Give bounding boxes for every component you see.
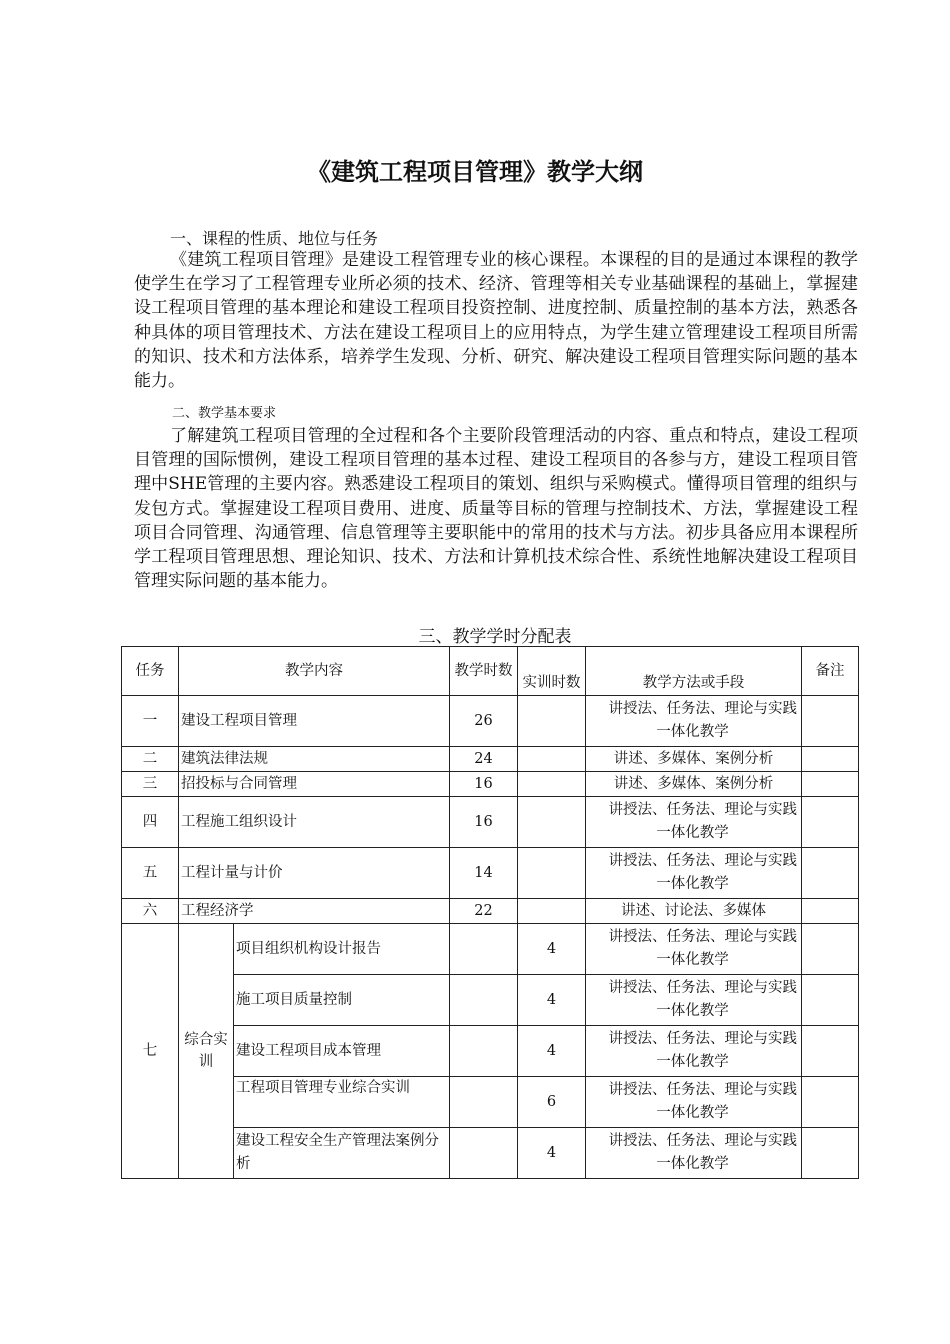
table-row bbox=[122, 924, 859, 975]
cell-remark bbox=[802, 1128, 859, 1179]
cell-hours: 26 bbox=[450, 696, 518, 747]
method-line-1: 讲授法、任务法、理论与实践 bbox=[608, 1133, 797, 1149]
table-header-row bbox=[122, 647, 859, 696]
cell-method bbox=[586, 924, 802, 975]
header-practice-hours: 实训时数 bbox=[518, 647, 586, 696]
cell-method bbox=[586, 848, 802, 899]
cell-method bbox=[586, 696, 802, 747]
cell-method: 讲述、讨论法、多媒体 bbox=[586, 899, 802, 924]
method-line-1: 讲授法、任务法、理论与实践 bbox=[608, 980, 797, 996]
cell-method bbox=[586, 797, 802, 848]
header-method: 教学方法或手段 bbox=[586, 647, 802, 696]
cell-content: 建设工程安全生产管理法案例分析 bbox=[234, 1128, 450, 1179]
cell-hours bbox=[450, 1128, 518, 1179]
cell-remark bbox=[802, 772, 859, 797]
cell-hours bbox=[450, 924, 518, 975]
cell-task: 五 bbox=[122, 848, 179, 899]
cell-task: 四 bbox=[122, 797, 179, 848]
cell-task: 六 bbox=[122, 899, 179, 924]
method-line-1: 讲授法、任务法、理论与实践 bbox=[608, 701, 797, 717]
header-task: 任务 bbox=[122, 647, 179, 696]
cell-practice bbox=[518, 696, 586, 747]
cell-content: 项目组织机构设计报告 bbox=[234, 924, 450, 975]
cell-method: 讲述、多媒体、案例分析 bbox=[586, 772, 802, 797]
table-row bbox=[122, 899, 859, 924]
section-2-heading: 二、教学基本要求 bbox=[172, 406, 277, 421]
method-line-2: 一体化教学 bbox=[656, 1105, 729, 1121]
cell-hours bbox=[450, 975, 518, 1026]
method-line-1: 讲授法、任务法、理论与实践 bbox=[608, 802, 797, 818]
cell-task: 三 bbox=[122, 772, 179, 797]
cell-method: 讲述、多媒体、案例分析 bbox=[586, 747, 802, 772]
cell-practice: 4 bbox=[518, 1026, 586, 1077]
cell-content: 工程项目管理专业综合实训 bbox=[234, 1077, 450, 1128]
cell-hours: 16 bbox=[450, 772, 518, 797]
cell-practice bbox=[518, 797, 586, 848]
page-title: 《建筑工程项目管理》教学大纲 bbox=[307, 158, 643, 186]
cell-practice bbox=[518, 747, 586, 772]
header-remark: 备注 bbox=[802, 647, 859, 696]
method-line-2: 一体化教学 bbox=[656, 952, 729, 968]
table-row bbox=[122, 747, 859, 772]
method-line-1: 讲授法、任务法、理论与实践 bbox=[608, 853, 797, 869]
cell-practice: 4 bbox=[518, 1128, 586, 1179]
method-line-2: 一体化教学 bbox=[656, 1003, 729, 1019]
method-line-2: 一体化教学 bbox=[656, 1054, 729, 1070]
method-line-2: 一体化教学 bbox=[656, 876, 729, 892]
cell-content: 建筑法律法规 bbox=[179, 747, 450, 772]
cell-hours: 22 bbox=[450, 899, 518, 924]
cell-practice: 4 bbox=[518, 975, 586, 1026]
method-line-1: 讲授法、任务法、理论与实践 bbox=[608, 1082, 797, 1098]
table-row bbox=[122, 772, 859, 797]
method-line-1: 讲授法、任务法、理论与实践 bbox=[608, 929, 797, 945]
cell-hours: 16 bbox=[450, 797, 518, 848]
cell-content: 施工项目质量控制 bbox=[234, 975, 450, 1026]
cell-hours: 24 bbox=[450, 747, 518, 772]
section-2-body: 了解建筑工程项目管理的全过程和各个主要阶段管理活动的内容、重点和特点，建设工程项目管理的国际惯例，建设工程项目管理的基本过程、建设工程项目的各参与方，建设工程项目管理中SHE管理的主要内容。熟悉建设工程项目的策划、组织与采购模式。懂得项目管理的组织与发包方式。掌握建设工程项目费用、进度、质量等目标的管理与控制技术、方法，掌握建设工程项目合同管理、沟通管理、信息管理等主要职能中的常用的技术与方法。初步具备应用本课程所学工程项目管理思想、理论知识、技术、方法和计算机技术综合性、系统性地解决建设工程项目管理实际问题的基本能力。 bbox=[134, 426, 858, 592]
cell-hours bbox=[450, 1077, 518, 1128]
cell-practice bbox=[518, 772, 586, 797]
hours-allocation-table bbox=[121, 646, 859, 1179]
table-row bbox=[122, 797, 859, 848]
cell-method bbox=[586, 975, 802, 1026]
cell-practice bbox=[518, 899, 586, 924]
method-line-2: 一体化教学 bbox=[656, 724, 729, 740]
cell-practice: 4 bbox=[518, 924, 586, 975]
cell-remark bbox=[802, 747, 859, 772]
cell-method bbox=[586, 1077, 802, 1128]
cell-remark bbox=[802, 975, 859, 1026]
table-row bbox=[122, 696, 859, 747]
method-line-2: 一体化教学 bbox=[656, 1156, 729, 1172]
header-hours: 教学时数 bbox=[450, 647, 518, 696]
cell-task: 一 bbox=[122, 696, 179, 747]
cell-remark bbox=[802, 1026, 859, 1077]
cell-method bbox=[586, 1128, 802, 1179]
cell-remark bbox=[802, 797, 859, 848]
section-1-heading: 一、课程的性质、地位与任务 bbox=[170, 229, 379, 248]
header-content: 教学内容 bbox=[179, 647, 450, 696]
section-1-body: 《建筑工程项目管理》是建设工程管理专业的核心课程。本课程的目的是通过本课程的教学使学生在学习了工程管理专业所必须的技术、经济、管理等相关专业基础课程的基础上，掌握建设工程项目管理的基本理论和建设工程项目投资控制、进度控制、质量控制的基本方法，熟悉各种具体的项目管理技术、方法在建设工程项目上的应用特点，为学生建立管理建设工程项目所需的知识、技术和方法体系，培养学生发现、分析、研究、解决建设工程项目管理实际问题的基本能力。 bbox=[134, 250, 858, 392]
cell-content: 招投标与合同管理 bbox=[179, 772, 450, 797]
cell-remark bbox=[802, 696, 859, 747]
table-caption: 三、教学学时分配表 bbox=[418, 627, 572, 647]
cell-content: 工程经济学 bbox=[179, 899, 450, 924]
cell-content: 建设工程项目成本管理 bbox=[234, 1026, 450, 1077]
cell-category: 综合实训 bbox=[179, 924, 234, 1179]
cell-content: 工程计量与计价 bbox=[179, 848, 450, 899]
cell-practice bbox=[518, 848, 586, 899]
method-line-1: 讲授法、任务法、理论与实践 bbox=[608, 1031, 797, 1047]
table-row bbox=[122, 848, 859, 899]
cell-task: 七 bbox=[122, 924, 179, 1179]
cell-remark bbox=[802, 899, 859, 924]
method-line-2: 一体化教学 bbox=[656, 825, 729, 841]
cell-remark bbox=[802, 924, 859, 975]
cell-hours: 14 bbox=[450, 848, 518, 899]
cell-content: 工程施工组织设计 bbox=[179, 797, 450, 848]
cell-task: 二 bbox=[122, 747, 179, 772]
cell-practice: 6 bbox=[518, 1077, 586, 1128]
cell-method bbox=[586, 1026, 802, 1077]
cell-hours bbox=[450, 1026, 518, 1077]
cell-remark bbox=[802, 1077, 859, 1128]
cell-remark bbox=[802, 848, 859, 899]
cell-content: 建设工程项目管理 bbox=[179, 696, 450, 747]
